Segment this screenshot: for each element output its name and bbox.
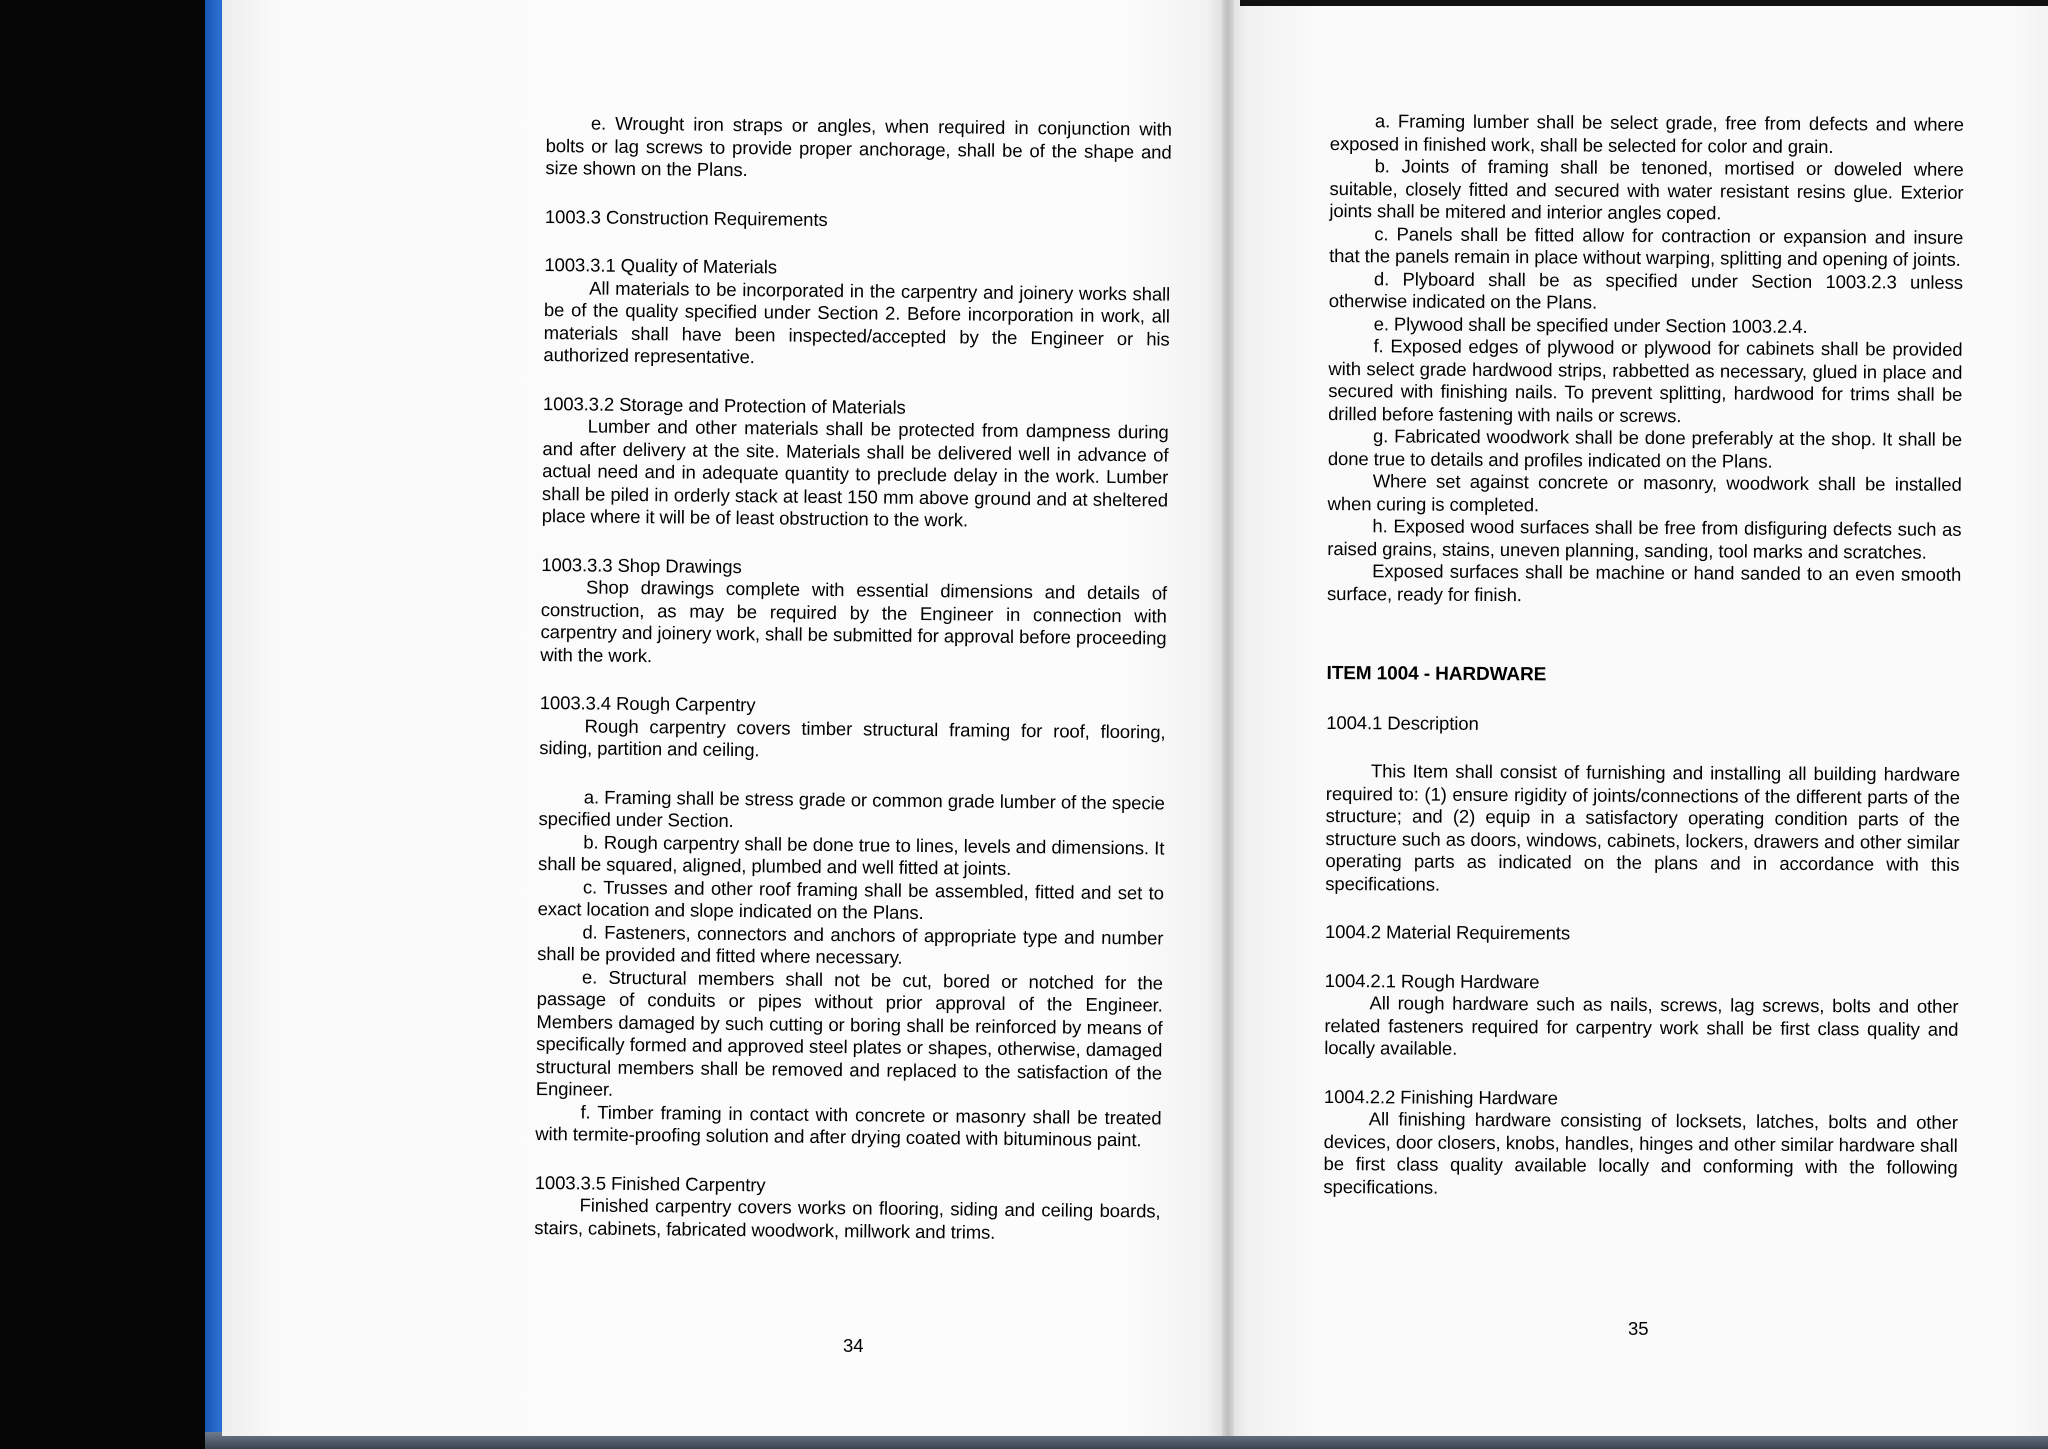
list-item-b: b. Joints of framing shall be tenoned, mortised or doweled where suitable, closely fitted and secured with water resistant resins glue. Exterior joints shall be mitered and interior angles coped. [1329,155,1964,224]
section-heading-1003-3: 1003.3 Construction Requirements [544,205,828,230]
list-item-f: f. Timber framing in contact with concrete or masonry shall be treated with termite-proofing solution and after drying coated with bituminous paint. [535,1100,1162,1151]
section-heading-1003-3-4: 1003.3.4 Rough Carpentry [539,691,756,716]
list-item-c: c. Trusses and other roof framing shall be assembled, fitted and set to exact location and slope indicated on the Plans. [537,875,1164,923]
section-heading-1003-3-3: 1003.3.3 Shop Drawings [541,553,742,577]
section-heading-1004-1: 1004.1 Description [1326,711,1479,734]
binding-black [0,0,205,1449]
list-item-f: f. Exposed edges of plywood or plywood for cabinets shall be provided with select grade hardwood strips, rabbetted as necessary, glued in place and secured with finishing nails. To prevent splitting, hardwood for trims shall be drilled before fastening with nails or screws. [1328,335,1963,426]
list-item-e: e. Structural members shall not be cut, bored or notched for the passage of conduits or pipes without prior approval of the Engineer. Members damaged by such cutting or boring shall be reinforced by means of specifically formed and approved steel plates or shapes, otherwise, damaged structural members shall be removed and replaced to the satisfaction of the Engineer. [535,965,1164,1100]
list-item-a: a. Framing lumber shall be select grade, free from defects and where exposed in finished work, shall be selected for color and grain. [1329,110,1964,157]
section-heading-1003-3-5: 1003.3.5 Finished Carpentry [534,1171,766,1195]
paragraph-quality: All materials to be incorporated in the carpentry and joinery works shall be of the quality specified under Section 2. Before incorporation in work, all materials shall have been inspected/accepted by the Engineer or his authorized representative. [543,276,1171,368]
list-item-d: d. Fasteners, connectors and anchors of appropriate type and number shall be provided and fitted where necessary. [537,920,1164,968]
list-item-a: a. Framing shall be stress grade or common grade lumber of the specie specified under Section. [538,785,1165,832]
page-number-left: 34 [843,1335,864,1356]
list-item-e: e. Plywood shall be specified under Section 1003.2.4. [1373,312,1808,337]
section-heading-1003-3-1: 1003.3.1 Quality of Materials [544,253,778,278]
left-page-text [534,112,1172,1245]
section-heading-1003-3-2: 1003.3.2 Storage and Protection of Materials [542,392,906,418]
paragraph-exposed-surfaces: Exposed surfaces shall be machine or hand sanded to an even smooth surface, ready for finish. [1326,560,1962,605]
list-item-h: h. Exposed wood surfaces shall be free from disfiguring defects such as raised grains, stains, uneven planning, sanding, tool marks and scratches. [1327,515,1962,563]
paragraph-hardware-description: This Item shall consist of furnishing and installing all building hardware required to: (1) ensure rigidity of joints/connections of the different parts of the structure; and (2) equip in a satisfactory operating condition parts of the structure such as doors, windows, cabinets, lockers, drawers and other similar operating parts as indicated on the plans and in accordance with this specifications. [1325,760,1961,895]
section-heading-1004-2-1: 1004.2.1 Rough Hardware [1324,969,1540,992]
paragraph-finishing-hardware: All finishing hardware consisting of locksets, latches, bolts and other devices, door closers, knobs, handles, hinges and other similar hardware shall be first class quality available locally and conforming with the following specifications. [1323,1108,1958,1198]
page-gutter [1222,0,1234,1436]
right-page-text [1323,110,1964,1202]
paragraph-rough-carpentry: Rough carpentry covers timber structural framing for roof, flooring, siding, partition and ceiling. [539,714,1166,761]
top-edge [1240,0,2048,6]
page-number-right: 35 [1628,1318,1649,1339]
section-heading-1004-2: 1004.2 Material Requirements [1324,920,1571,944]
list-item-g: g. Fabricated woodwork shall be done preferably at the shop. It shall be done true to details and profiles indicated on the Plans. [1327,425,1963,472]
list-item-d: d. Plyboard shall be as specified under Section 1003.2.3 unless otherwise indicated on the Plans. [1328,267,1964,313]
paragraph-rough-hardware: All rough hardware such as nails, screws, lag screws, bolts and other related fasteners required for carpentry work shall be first class quality and locally available. [1324,992,1959,1059]
paragraph-e-wrought-iron: e. Wrought iron straps or angles, when required in conjunction with bolts or lag screws to provide proper anchorage, shall be of the shape and size shown on the Plans. [545,112,1172,181]
paragraph-shop-drawings: Shop drawings complete with essential dimensions and details of construction, as may be required by the Engineer in connection with carpentry and joinery work, shall be submitted for approval before proceeding with the work. [540,576,1168,666]
list-item-b: b. Rough carpentry shall be done true to lines, levels and dimensions. It shall be squared, aligned, plumbed and well fitted at joints. [538,830,1165,879]
item-heading-1004: ITEM 1004 - HARDWARE [1326,662,1547,686]
list-item-c: c. Panels shall be fitted allow for contraction or expansion and insure that the panels remain in place without warping, splitting and opening of joints. [1329,222,1964,270]
paragraph-storage: Lumber and other materials shall be protected from dampness during and after delivery at the site. Materials shall be delivered well in advance of actual need and in adequate quantity to preclude delay in the work. Lumber shall be piled in orderly stack at least 150 mm above ground and at sheltered place where it will be of least obstruction to the work. [541,415,1169,531]
paragraph-finished-carpentry: Finished carpentry covers works on flooring, siding and ceiling boards, stairs, cabinets, fabricated woodwork, millwork and trims. [534,1194,1161,1243]
section-heading-1004-2-2: 1004.2.2 Finishing Hardware [1323,1085,1558,1108]
paragraph-woodwork-installed: Where set against concrete or masonry, woodwork shall be installed when curing is completed. [1327,470,1962,515]
